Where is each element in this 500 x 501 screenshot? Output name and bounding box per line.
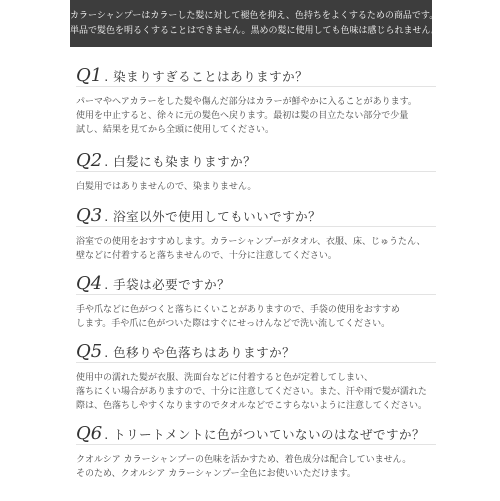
faq-question <box>76 66 436 87</box>
question-text: . 浴室以外で使用してもいいですか？ <box>104 209 322 224</box>
question-number: Q1 <box>76 65 103 86</box>
faq-question <box>76 151 436 172</box>
faq-question <box>76 206 436 227</box>
faq-item-q4 <box>76 274 436 331</box>
question-text: . 白髪にも染まりますか？ <box>104 154 257 169</box>
faq-question <box>76 274 436 295</box>
answer-line: 手や爪などに色がつくと落ちにくいことがありますので、手袋の使用をおすすめ <box>76 305 400 315</box>
question-text: . 手袋は必要ですか？ <box>104 277 231 292</box>
answer-line: します。手や爪に色がついた際はすぐにせっけんなどで洗い流してください。 <box>76 319 391 329</box>
question-number: Q4 <box>76 273 103 294</box>
answer-line: 落ちにくい場合がありますので、十分に注意してください。また、汗や雨で髪が濡れた <box>76 387 427 397</box>
faq-item-q1 <box>76 66 436 137</box>
notice-line-1: カラーシャンプーはカラーした髪に対して褪色を抑え、色持ちをよくするための商品です。 <box>70 11 439 21</box>
question-text: . トリートメントに色がついていないのはなぜですか？ <box>104 427 426 442</box>
answer-line: そのため、クオルシア カラーシャンプー全色にお使いいただけます。 <box>76 469 356 479</box>
question-number: Q6 <box>76 423 103 444</box>
answer-line: クオルシア カラーシャンプーの色味を活かすため、着色成分は配合していません。 <box>76 455 412 465</box>
question-text: . 色移りや色落ちはありますか？ <box>104 345 296 360</box>
question-number: Q3 <box>76 205 103 226</box>
question-number: Q5 <box>76 341 103 362</box>
answer-line: 浴室での使用をおすすめします。カラーシャンプーがタオル、衣服、床、じゅうたん、 <box>76 237 426 247</box>
faq-item-q3 <box>76 206 436 263</box>
answer-line: 試し、結果を見てから全頭に使用してください。 <box>76 125 275 135</box>
answer-line: 使用中の濡れた髪が衣服、洗面台などに付着すると色が定着してしまい、 <box>76 373 374 383</box>
faq-question <box>76 342 436 363</box>
faq-item-q6 <box>76 424 436 481</box>
notice-banner <box>70 0 441 47</box>
faq-item-q2 <box>76 151 436 194</box>
answer-line: 際は、色落ちしやすくなりますのでタオルなどでこすらないように注意してください。 <box>76 401 428 411</box>
notice-line-2: 単品で髪色を明るくすることはできません。黒めの髪に使用しても色味は感じられません。 <box>70 26 441 36</box>
faq-question <box>76 424 436 445</box>
answer-line: 白髪用ではありませんので、染まりません。 <box>76 182 257 192</box>
faq-item-q5 <box>76 342 436 413</box>
answer-line: 壁などに付着すると落ちませんので、十分に注意してください。 <box>76 251 337 261</box>
question-number: Q2 <box>76 150 103 171</box>
question-text: . 染まりすぎることはありますか？ <box>104 69 309 84</box>
answer-line: 使用を中止すると、徐々に元の髪色へ戻ります。最初は髪の目立たない部分で少量 <box>76 111 409 121</box>
answer-line: パーマやヘアカラーをした髪や傷んだ部分はカラーが鮮やかに入ることがあります。 <box>76 97 417 107</box>
